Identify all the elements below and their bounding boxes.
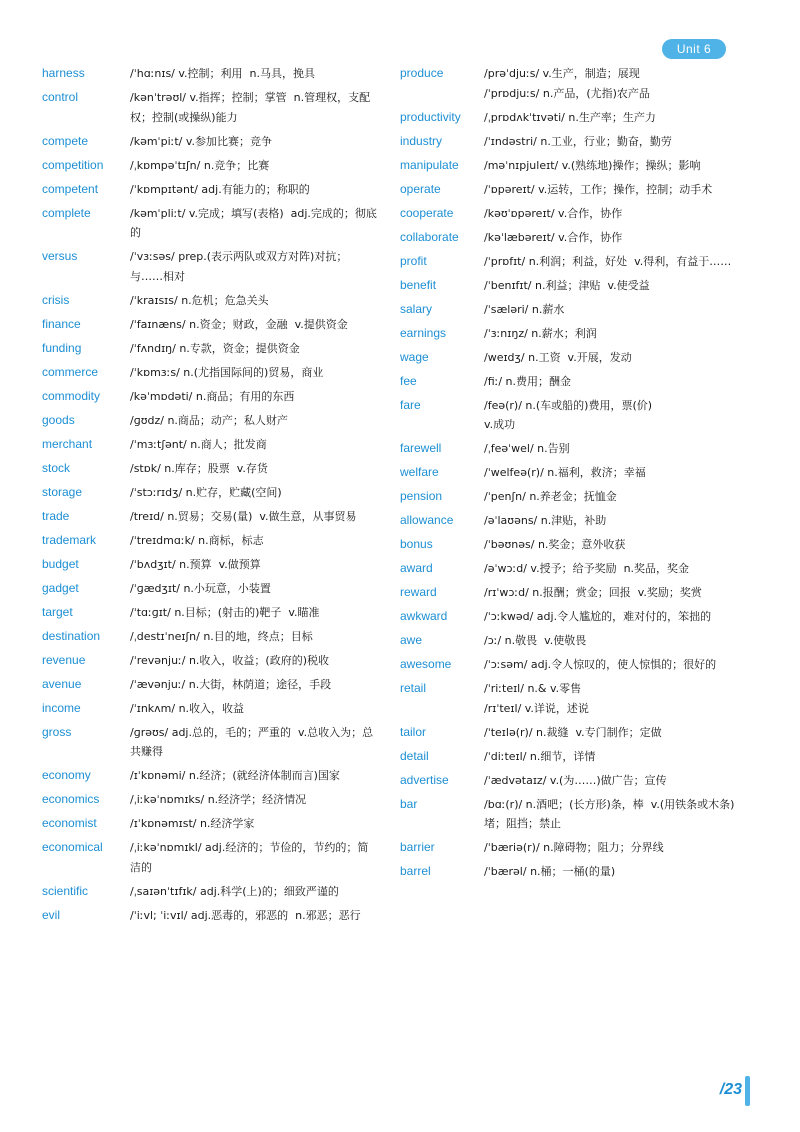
vocab-entry: [400, 372, 736, 392]
vocab-definition: /ˈvɜːsəs/ prep.(表示两队或双方对阵)对抗；与……相对: [130, 250, 348, 283]
vocab-word: trade: [42, 508, 70, 523]
vocab-entry: [42, 603, 378, 623]
vocab-entry: [42, 339, 378, 359]
vocab-entry: [42, 156, 378, 176]
vocab-definition: /stɒk/ n.库存；股票 v.存货: [130, 461, 268, 475]
vocab-entry: [42, 906, 378, 926]
vocab-entry: [400, 795, 736, 834]
vocab-entry: [400, 348, 736, 368]
vocab-definition: /kənˈtrəʊl/ v.指挥；控制；掌管 n.管理权，支配权；控制(或操纵)能力: [130, 91, 371, 124]
vocab-definition: /ˈɔːkwəd/ adj.令人尴尬的，难对付的，笨拙的: [484, 610, 712, 623]
vocab-definition: /ˌdestɪˈneɪʃn/ n.目的地，终点；目标: [130, 629, 313, 643]
vocab-definition: /ɡʊdz/ n.商品；动产；私人财产: [130, 413, 288, 427]
vocab-word: economist: [42, 816, 97, 830]
vocab-word: commerce: [42, 364, 99, 379]
vocab-definition: /ˈkraɪsɪs/ n.危机；危急关头: [130, 293, 269, 307]
vocab-definition: /ɪˈkɒnəmɪst/ n.经济学家: [130, 817, 255, 830]
vocab-word: income: [42, 700, 81, 715]
vocab-definition: /prəˈdjuːs/ v.生产，制造；展现 /ˈprɒdjuːs/ n.产品，(尤指)农产品: [484, 67, 650, 100]
vocab-word: retail: [400, 681, 427, 695]
right-vocab-column: [400, 64, 736, 886]
vocab-definition: /ˈɜːnɪŋz/ n.薪水；利润: [484, 326, 597, 340]
vocab-word: advertise: [400, 772, 449, 787]
vocab-definition: /ɔː/ n.敬畏 v.使敬畏: [484, 634, 587, 647]
vocab-word: finance: [42, 316, 81, 331]
vocab-entry: [400, 535, 736, 555]
vocab-definition: /kəˈmɒdəti/ n.商品；有用的东西: [130, 389, 295, 403]
vocab-definition: /ˈiːvl; ˈiːvɪl/ adj.恶毒的，邪恶的 n.邪恶；恶行: [130, 908, 361, 922]
vocab-word: cooperate: [400, 205, 454, 220]
vocab-definition: /kəʊˈɒpəreɪt/ v.合作，协作: [484, 206, 623, 220]
vocab-entry: [42, 790, 378, 810]
vocab-entry: [400, 439, 736, 459]
vocab-word: control: [42, 90, 79, 104]
vocab-word: economy: [42, 768, 91, 782]
vocab-entry: [42, 247, 378, 286]
vocab-entry: [42, 814, 378, 834]
vocab-definition: /ˈɒpəreɪt/ v.运转，工作；操作，控制；动手术: [484, 182, 713, 196]
vocab-entry: [400, 487, 736, 507]
vocab-entry: [42, 291, 378, 311]
unit-badge: Unit 6: [662, 39, 726, 59]
left-vocab-column: [42, 64, 378, 930]
vocab-word: barrel: [400, 864, 431, 878]
vocab-entry: [400, 204, 736, 224]
vocab-entry: [42, 204, 378, 243]
vocab-word: versus: [42, 249, 78, 263]
vocab-word: competent: [42, 181, 99, 196]
vocab-word: farewell: [400, 441, 442, 455]
vocab-entry: [42, 387, 378, 407]
vocab-word: gadget: [42, 580, 79, 595]
vocab-word: awkward: [400, 609, 448, 623]
vocab-entry: [42, 315, 378, 335]
vocab-definition: /məˈnɪpjuleɪt/ v.(熟练地)操作；操纵；影响: [484, 158, 701, 172]
vocab-definition: /ˈwelfeə(r)/ n.福利，救济；幸福: [484, 466, 646, 479]
vocab-definition: /ɪˈkɒnəmi/ n.经济；(就经济体制而言)国家: [130, 769, 340, 782]
vocab-definition: /ˈprɒfɪt/ n.利润；利益，好处 v.得利，有益于……: [484, 254, 732, 268]
vocab-definition: /ɡrəʊs/ adj.总的，毛的；严重的 v.总收入为；总共赚得: [130, 725, 374, 758]
vocab-word: merchant: [42, 436, 93, 451]
vocab-word: produce: [400, 66, 444, 80]
vocab-word: fare: [400, 397, 421, 412]
vocab-word: complete: [42, 205, 91, 220]
vocab-word: target: [42, 604, 73, 619]
vocab-word: reward: [400, 585, 437, 599]
vocab-definition: /ˈɔːsəm/ adj.令人惊叹的，使人惊惧的；很好的: [484, 658, 717, 671]
vocab-word: benefit: [400, 277, 437, 292]
vocab-definition: /ˈkɒmpɪtənt/ adj.有能力的；称职的: [130, 182, 310, 196]
vocab-entry: [400, 747, 736, 767]
vocab-entry: [400, 679, 736, 718]
vocab-definition: /ˈfaɪnæns/ n.资金；财政，金融 v.提供资金: [130, 317, 348, 331]
vocab-entry: [42, 882, 378, 902]
vocab-definition: /ˈpenʃn/ n.养老金；抚恤金: [484, 490, 617, 503]
vocab-word: gross: [42, 724, 72, 739]
vocab-word: allowance: [400, 513, 454, 527]
vocab-entry: [400, 631, 736, 651]
vocab-definition: /rɪˈwɔːd/ n.报酬；赏金；回报 v.奖励；奖赏: [484, 586, 702, 599]
vocab-definition: /fiː/ n.费用；酬金: [484, 374, 572, 388]
vocab-entry: [400, 655, 736, 675]
vocab-definition: /ˈtreɪdmɑːk/ n.商标，标志: [130, 533, 264, 547]
vocab-definition: /feə(r)/ n.(车或船的)费用，票(价) v.成功: [484, 398, 653, 431]
vocab-entry: [42, 435, 378, 455]
vocab-entry: [42, 64, 378, 84]
vocab-entry: [400, 771, 736, 791]
vocab-definition: /ˈɪndəstri/ n.工业，行业；勤奋，勤劳: [484, 134, 672, 148]
vocab-entry: [400, 723, 736, 743]
vocab-entry: [400, 559, 736, 579]
vocab-entry: [42, 555, 378, 575]
vocab-definition: /ˈbæriə(r)/ n.障碍物；阻力；分界线: [484, 841, 664, 854]
vocab-entry: [42, 411, 378, 431]
vocab-definition: /ˈdiːteɪl/ n.细节，详情: [484, 749, 596, 763]
vocab-word: manipulate: [400, 157, 459, 172]
vocab-definition: /kəˈlæbəreɪt/ v.合作，协作: [484, 230, 623, 244]
vocab-word: award: [400, 561, 433, 575]
vocab-word: harness: [42, 66, 85, 80]
vocab-definition: /əˈlaʊəns/ n.津贴，补助: [484, 514, 607, 527]
vocab-entry: [42, 579, 378, 599]
vocab-entry: [42, 699, 378, 719]
vocab-definition: /ˌiːkəˈnɒmɪks/ n.经济学；经济情况: [130, 793, 307, 806]
page-number: /23: [719, 1081, 742, 1098]
vocab-definition: /bɑː(r)/ n.酒吧；(长方形)条，棒 v.(用铁条或木条)堵；阻挡；禁止: [484, 797, 735, 830]
vocab-entry: [400, 228, 736, 248]
vocab-word: profit: [400, 253, 427, 268]
vocab-definition: /ˈsæləri/ n.薪水: [484, 302, 565, 316]
vocab-entry: [400, 463, 736, 483]
vocab-entry: [400, 583, 736, 603]
vocab-word: avenue: [42, 676, 82, 691]
vocab-entry: [42, 651, 378, 671]
vocab-word: industry: [400, 133, 443, 148]
vocab-definition: /ˈrevənjuː/ n.收入，收益；(政府的)税收: [130, 653, 330, 667]
vocab-definition: /ˈmɜːtʃənt/ n.商人；批发商: [130, 437, 267, 451]
vocab-entry: [42, 675, 378, 695]
vocab-word: productivity: [400, 109, 461, 124]
vocab-word: funding: [42, 340, 82, 355]
vocab-entry: [42, 363, 378, 383]
vocab-definition: /ˈɡædʒɪt/ n.小玩意，小装置: [130, 581, 271, 595]
vocab-definition: /weɪdʒ/ n.工资 v.开展，发动: [484, 350, 632, 364]
vocab-word: salary: [400, 301, 433, 316]
vocab-word: scientific: [42, 883, 89, 898]
vocab-entry: [400, 276, 736, 296]
vocab-word: goods: [42, 412, 75, 427]
vocab-word: budget: [42, 556, 79, 571]
vocab-definition: /ˈbəʊnəs/ n.奖金；意外收获: [484, 538, 626, 551]
vocab-word: fee: [400, 373, 417, 388]
vocab-definition: /ˈbærəl/ n.桶；一桶(的量): [484, 865, 616, 878]
vocab-entry: [42, 483, 378, 503]
vocab-word: welfare: [400, 465, 439, 479]
vocab-definition: /ˈbenɪfɪt/ n.利益；津贴 v.使受益: [484, 278, 650, 292]
vocab-definition: /ˈfʌndɪŋ/ n.专款，资金；提供资金: [130, 341, 300, 355]
vocab-word: bonus: [400, 537, 433, 551]
vocab-word: trademark: [42, 532, 97, 547]
vocab-word: detail: [400, 748, 429, 763]
vocab-entry: [400, 300, 736, 320]
vocab-entry: [42, 838, 378, 877]
vocab-entry: [400, 64, 736, 103]
vocab-word: awe: [400, 633, 423, 647]
vocab-definition: /ˌprɒdʌkˈtɪvəti/ n.生产率；生产力: [484, 110, 656, 124]
vocab-entry: [400, 324, 736, 344]
vocab-definition: /ˈriːteɪl/ n.& v.零售 /rɪˈteɪl/ v.详说，述说: [484, 682, 589, 715]
vocab-definition: /ˈɪnkʌm/ n.收入，收益: [130, 701, 245, 715]
vocab-definition: /ˈbʌdʒɪt/ n.预算 v.做预算: [130, 557, 261, 571]
vocab-word: tailor: [400, 724, 427, 739]
vocab-entry: [42, 132, 378, 152]
vocab-definition: /ˈteɪlə(r)/ n.裁缝 v.专门制作；定做: [484, 725, 662, 739]
vocab-definition: /treɪd/ n.贸易；交易(量) v.做生意，从事贸易: [130, 509, 357, 523]
vocab-word: operate: [400, 181, 441, 196]
vocab-word: revenue: [42, 652, 86, 667]
vocab-word: competition: [42, 157, 104, 172]
vocab-entry: [42, 766, 378, 786]
vocab-word: economical: [42, 840, 103, 854]
vocab-definition: /ˈævənjuː/ n.大街，林荫道；途径，手段: [130, 677, 332, 691]
vocab-definition: /ˈtɑːɡɪt/ n.目标；(射击的)靶子 v.瞄准: [130, 605, 320, 619]
vocab-definition: /ˈhɑːnɪs/ v.控制；利用 n.马具，挽具: [130, 67, 315, 80]
vocab-definition: /ˌiːkəˈnɒmɪkl/ adj.经济的；节俭的，节约的；简洁的: [130, 841, 369, 874]
vocab-entry: [400, 511, 736, 531]
vocab-word: destination: [42, 628, 101, 643]
vocab-entry: [400, 862, 736, 882]
vocab-entry: [42, 627, 378, 647]
vocab-definition: /əˈwɔːd/ v.授予；给予奖励 n.奖品，奖金: [484, 562, 690, 575]
vocab-definition: /kəmˈpliːt/ v.完成；填写(表格) adj.完成的；彻底的: [130, 206, 377, 239]
vocab-entry: [42, 459, 378, 479]
vocab-word: economics: [42, 792, 100, 806]
vocab-word: commodity: [42, 388, 101, 403]
vocab-definition: /kəmˈpiːt/ v.参加比赛；竞争: [130, 134, 272, 148]
vocab-word: awesome: [400, 657, 452, 671]
vocab-word: collaborate: [400, 229, 459, 244]
vocab-word: earnings: [400, 325, 447, 340]
vocab-entry: [42, 88, 378, 127]
vocab-word: barrier: [400, 840, 435, 854]
vocab-entry: [42, 531, 378, 551]
vocab-entry: [400, 252, 736, 272]
vocab-definition: /ˈstɔːrɪdʒ/ n.贮存，贮藏(空间): [130, 485, 282, 499]
vocab-word: storage: [42, 484, 83, 499]
vocab-entry: [400, 607, 736, 627]
vocab-entry: [42, 180, 378, 200]
vocab-entry: [400, 396, 736, 435]
vocab-word: evil: [42, 907, 61, 922]
vocab-word: pension: [400, 489, 443, 503]
vocab-definition: /ˌfeəˈwel/ n.告别: [484, 442, 570, 455]
vocab-definition: /ˈædvətaɪz/ v.(为……)做广告；宣传: [484, 773, 667, 787]
vocab-entry: [400, 838, 736, 858]
vocab-definition: /ˌsaɪənˈtɪfɪk/ adj.科学(上)的；细致严谨的: [130, 884, 339, 898]
vocab-entry: [400, 108, 736, 128]
vocab-definition: /ˌkɒmpəˈtɪʃn/ n.竞争；比赛: [130, 158, 270, 172]
vocab-entry: [400, 132, 736, 152]
vocab-entry: [400, 180, 736, 200]
page-edge-bar: [745, 1076, 750, 1106]
vocab-definition: /ˈkɒmɜːs/ n.(尤指国际间的)贸易，商业: [130, 365, 324, 379]
vocab-entry: [42, 723, 378, 762]
vocab-word: bar: [400, 796, 418, 811]
vocab-word: wage: [400, 349, 429, 364]
vocab-entry: [42, 507, 378, 527]
vocab-word: crisis: [42, 292, 70, 307]
vocab-entry: [400, 156, 736, 176]
vocab-word: compete: [42, 133, 89, 148]
vocab-word: stock: [42, 460, 71, 475]
